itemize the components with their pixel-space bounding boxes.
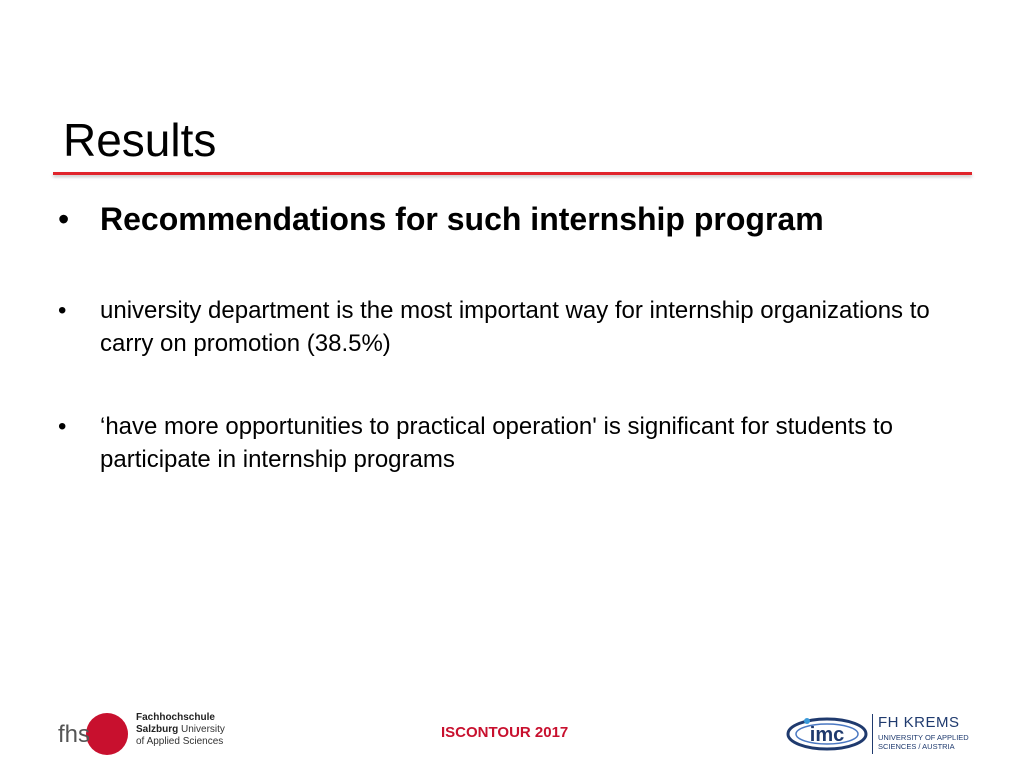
fhs-logo-icon — [55, 713, 131, 755]
logo-divider — [872, 714, 873, 754]
bullet-item-opportunities — [56, 410, 956, 476]
imc-krems-logo — [786, 712, 969, 756]
fhs-line1: Fachhochschule — [136, 712, 215, 723]
title-underline — [53, 172, 972, 175]
svg-text:imc: imc — [809, 724, 845, 746]
bullet-marker: • — [58, 297, 67, 324]
slide-title: Results — [63, 114, 217, 166]
krems-subtitle — [878, 733, 969, 751]
svg-text:fhs: fhs — [58, 721, 91, 748]
fhs-line2: Salzburg University — [136, 724, 225, 735]
krems-sub-line2: SCIENCES / AUSTRIA — [878, 742, 955, 751]
bullet-item-heading — [56, 195, 956, 243]
fhs-logo — [55, 711, 225, 757]
fhs-line3: of Applied Sciences — [136, 736, 224, 747]
bullet-text: Recommendations for such internship program — [100, 201, 824, 237]
bullet-marker: • — [58, 201, 70, 237]
bullet-item-promotion — [56, 294, 956, 360]
bullet-list — [56, 195, 956, 476]
bullet-marker: • — [58, 413, 67, 440]
bullet-text: ‘have more opportunities to practical operation' is significant for students to participate in internship programs — [100, 413, 894, 473]
conference-name: ISCONTOUR 2017 — [441, 724, 569, 741]
fhs-logo-text — [136, 712, 225, 748]
krems-title: FH KREMS — [878, 714, 960, 731]
bullet-text: university department is the most important way for internship organizations to carry on promotion (38.5%) — [100, 297, 930, 357]
krems-sub-line1: UNIVERSITY OF APPLIED — [878, 733, 969, 742]
imc-logo-icon — [786, 715, 868, 753]
